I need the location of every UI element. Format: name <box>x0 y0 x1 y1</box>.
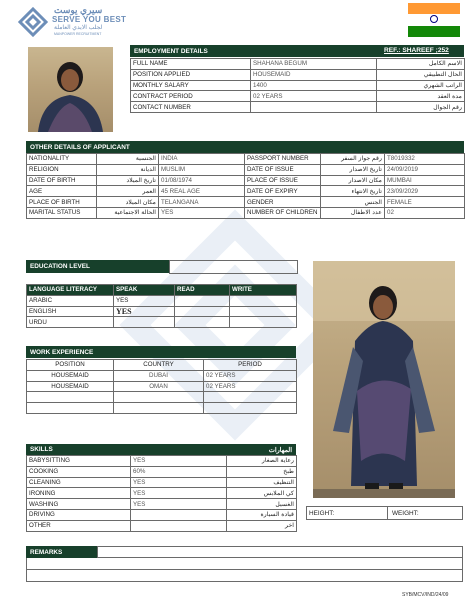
logo-name: SERVE YOU BEST <box>52 15 127 24</box>
skill-label: DRIVING <box>27 509 131 520</box>
table-row <box>131 102 465 113</box>
skill-value: 60% <box>131 466 227 477</box>
skill-label: OTHER <box>27 520 131 531</box>
field-label-arabic: الجنسية <box>97 154 159 165</box>
field-label: NATIONALITY <box>27 154 97 165</box>
remarks-header <box>26 546 97 558</box>
write-value <box>230 295 297 306</box>
field-value: 1400 <box>251 80 377 91</box>
column-header: POSITION <box>27 360 114 371</box>
skills-title-arabic: المهارات <box>268 446 292 454</box>
skill-label-arabic: قيادة السيارة <box>227 509 297 520</box>
field-value: INDIA <box>159 154 245 165</box>
field-label: FULL NAME <box>131 59 251 70</box>
logo-arabic-text: سيري يوست <box>54 5 103 15</box>
skill-value: YES <box>131 456 227 467</box>
field-label: DATE OF EXPIRY <box>245 186 321 197</box>
field-label-arabic: الراتب الشهري <box>377 80 465 91</box>
skill-label-arabic: الغسيل <box>227 499 297 510</box>
column-header: READ <box>175 285 230 296</box>
position-cell: HOUSEMAID <box>27 370 114 381</box>
table-row <box>27 509 297 520</box>
company-logo <box>18 5 148 39</box>
period-cell <box>204 403 297 414</box>
field-label: CONTRACT PERIOD <box>131 91 251 102</box>
table-row <box>27 477 297 488</box>
skills-title: SKILLS <box>30 446 53 453</box>
language-name: URDU <box>27 317 114 328</box>
speak-value: YES <box>114 295 175 306</box>
education-header <box>26 260 169 273</box>
field-label: RELIGION <box>27 164 97 175</box>
reference-number: REF.: SHAREEF ;252 <box>384 47 449 54</box>
skill-value <box>131 509 227 520</box>
table-row <box>27 520 297 531</box>
field-label-arabic: الجنس <box>321 197 385 208</box>
table-row <box>27 197 465 208</box>
field-value: MUSLIM <box>159 164 245 175</box>
field-value: YES <box>159 207 245 218</box>
skill-value: YES <box>131 488 227 499</box>
applicant-photo-full <box>313 261 455 498</box>
write-value <box>230 306 297 317</box>
table-row <box>27 381 297 392</box>
period-cell: 02 YEARS <box>204 381 297 392</box>
remarks-line-2 <box>26 558 463 570</box>
field-label-arabic: تاريخ الميلاد <box>97 175 159 186</box>
table-row <box>27 392 297 403</box>
field-label-arabic: رقم الجوال <box>377 102 465 113</box>
write-value <box>230 317 297 328</box>
read-value <box>175 295 230 306</box>
country-cell: OMAN <box>114 381 204 392</box>
field-label-arabic: عدد الاطفال <box>321 207 385 218</box>
field-label: CONTACT NUMBER <box>131 102 251 113</box>
table-row <box>27 317 297 328</box>
column-header: SPEAK <box>114 285 175 296</box>
language-name: ARABIC <box>27 295 114 306</box>
applicant-header <box>26 141 464 153</box>
field-label-arabic: العمر <box>97 186 159 197</box>
table-row <box>27 154 465 165</box>
country-cell <box>114 392 204 403</box>
table-row <box>27 306 297 317</box>
read-value <box>175 306 230 317</box>
skill-label: IRONING <box>27 488 131 499</box>
table-row <box>131 80 465 91</box>
skill-value <box>131 520 227 531</box>
period-cell <box>204 392 297 403</box>
skill-label: COOKING <box>27 466 131 477</box>
field-value: 02 <box>385 207 465 218</box>
india-flag-icon <box>408 3 460 37</box>
field-value: HOUSEMAID <box>251 69 377 80</box>
field-value: T8019332 <box>385 154 465 165</box>
position-cell <box>27 392 114 403</box>
skill-value: YES <box>131 477 227 488</box>
skill-label: BABYSITTING <box>27 456 131 467</box>
field-value: 24/09/2019 <box>385 164 465 175</box>
field-label: GENDER <box>245 197 321 208</box>
field-label: PLACE OF ISSUE <box>245 175 321 186</box>
field-value: 01/08/1974 <box>159 175 245 186</box>
remarks-title: REMARKS <box>30 548 63 556</box>
table-row <box>27 186 465 197</box>
footer-code: SYB/MCV/IND/24/09 <box>402 592 449 598</box>
field-label-arabic: الديانة <box>97 164 159 175</box>
field-label-arabic: رقم جواز السفر <box>321 154 385 165</box>
employment-table <box>130 58 465 113</box>
field-label-arabic: الحال التطبيقي <box>377 69 465 80</box>
language-table <box>26 284 297 328</box>
field-value: FEMALE <box>385 197 465 208</box>
table-row <box>27 499 297 510</box>
height-field: HEIGHT: <box>307 507 388 519</box>
experience-title: WORK EXPERIENCE <box>30 348 94 356</box>
skills-table <box>26 455 297 532</box>
table-row <box>27 295 297 306</box>
table-row <box>27 488 297 499</box>
remarks-line-3 <box>26 570 463 582</box>
position-cell <box>27 403 114 414</box>
field-value: SHAHANA BEGUM <box>251 59 377 70</box>
experience-header <box>26 346 296 358</box>
table-row <box>27 466 297 477</box>
column-header: WRITE <box>230 285 297 296</box>
table-header-row <box>27 360 297 371</box>
applicant-table <box>26 153 465 219</box>
skill-label-arabic: كي الملابس <box>227 488 297 499</box>
table-header-row <box>27 285 297 296</box>
table-row <box>27 370 297 381</box>
skill-label: CLEANING <box>27 477 131 488</box>
field-value: TELANGANA <box>159 197 245 208</box>
education-title: EDUCATION LEVEL <box>30 263 90 270</box>
field-label-arabic: تاريخ الانتهاء <box>321 186 385 197</box>
table-row <box>27 403 297 414</box>
table-row <box>131 91 465 102</box>
field-label: DATE OF BIRTH <box>27 175 97 186</box>
field-label: NUMBER OF CHILDREN <box>245 207 321 218</box>
column-header: COUNTRY <box>114 360 204 371</box>
remarks-line-1 <box>97 546 463 558</box>
applicant-photo-small <box>28 47 113 132</box>
read-value <box>175 317 230 328</box>
skill-label-arabic: اخر <box>227 520 297 531</box>
field-label: PASSPORT NUMBER <box>245 154 321 165</box>
field-label-arabic: تاريخ الاصدار <box>321 164 385 175</box>
field-label: AGE <box>27 186 97 197</box>
field-value: 02 YEARS <box>251 91 377 102</box>
employment-title: EMPLOYMENT DETAILS <box>134 47 208 55</box>
field-label-arabic: الحالة الاجتماعية <box>97 207 159 218</box>
field-value: MUMBAI <box>385 175 465 186</box>
speak-value: YES <box>114 306 175 317</box>
language-name: ENGLISH <box>27 306 114 317</box>
field-label: MONTHLY SALARY <box>131 80 251 91</box>
table-row <box>27 207 465 218</box>
skill-label-arabic: طبخ <box>227 466 297 477</box>
field-label-arabic: الاسم الكامل <box>377 59 465 70</box>
country-cell: DUBAI <box>114 370 204 381</box>
logo-emblem-icon <box>18 7 48 37</box>
logo-sub-arabic: لجلب الايدي العاملة <box>54 25 103 31</box>
applicant-title: OTHER DETAILS OF APPLICANT <box>30 143 130 151</box>
table-row <box>131 69 465 80</box>
weight-field: WEIGHT: <box>392 510 419 517</box>
speak-value <box>114 317 175 328</box>
field-label: DATE OF ISSUE <box>245 164 321 175</box>
field-label: MARITAL STATUS <box>27 207 97 218</box>
experience-table <box>26 359 297 414</box>
table-row <box>27 456 297 467</box>
column-header: PERIOD <box>204 360 297 371</box>
country-cell <box>114 403 204 414</box>
table-row <box>131 59 465 70</box>
position-cell: HOUSEMAID <box>27 381 114 392</box>
education-value-box <box>169 260 298 274</box>
field-value <box>251 102 377 113</box>
field-label-arabic: مكان الاصدار <box>321 175 385 186</box>
period-cell: 02 YEARS <box>204 370 297 381</box>
table-row <box>27 164 465 175</box>
skill-value: YES <box>131 499 227 510</box>
skill-label: WASHING <box>27 499 131 510</box>
field-label: POSITION APPLIED <box>131 69 251 80</box>
column-header: LANGUAGE LITERACY <box>27 285 114 296</box>
skills-header <box>26 444 296 455</box>
field-label-arabic: مكان الميلاد <box>97 197 159 208</box>
table-row <box>27 175 465 186</box>
field-value: 45 REAL AGE <box>159 186 245 197</box>
measures-box <box>306 506 463 520</box>
field-value: 23/09/2029 <box>385 186 465 197</box>
skill-label-arabic: رعاية الصغار <box>227 456 297 467</box>
field-label-arabic: مدة العقد <box>377 91 465 102</box>
logo-tagline: MANPOWER RECRUITMENT <box>54 32 102 36</box>
skill-label-arabic: التنظيف <box>227 477 297 488</box>
field-label: PLACE OF BIRTH <box>27 197 97 208</box>
